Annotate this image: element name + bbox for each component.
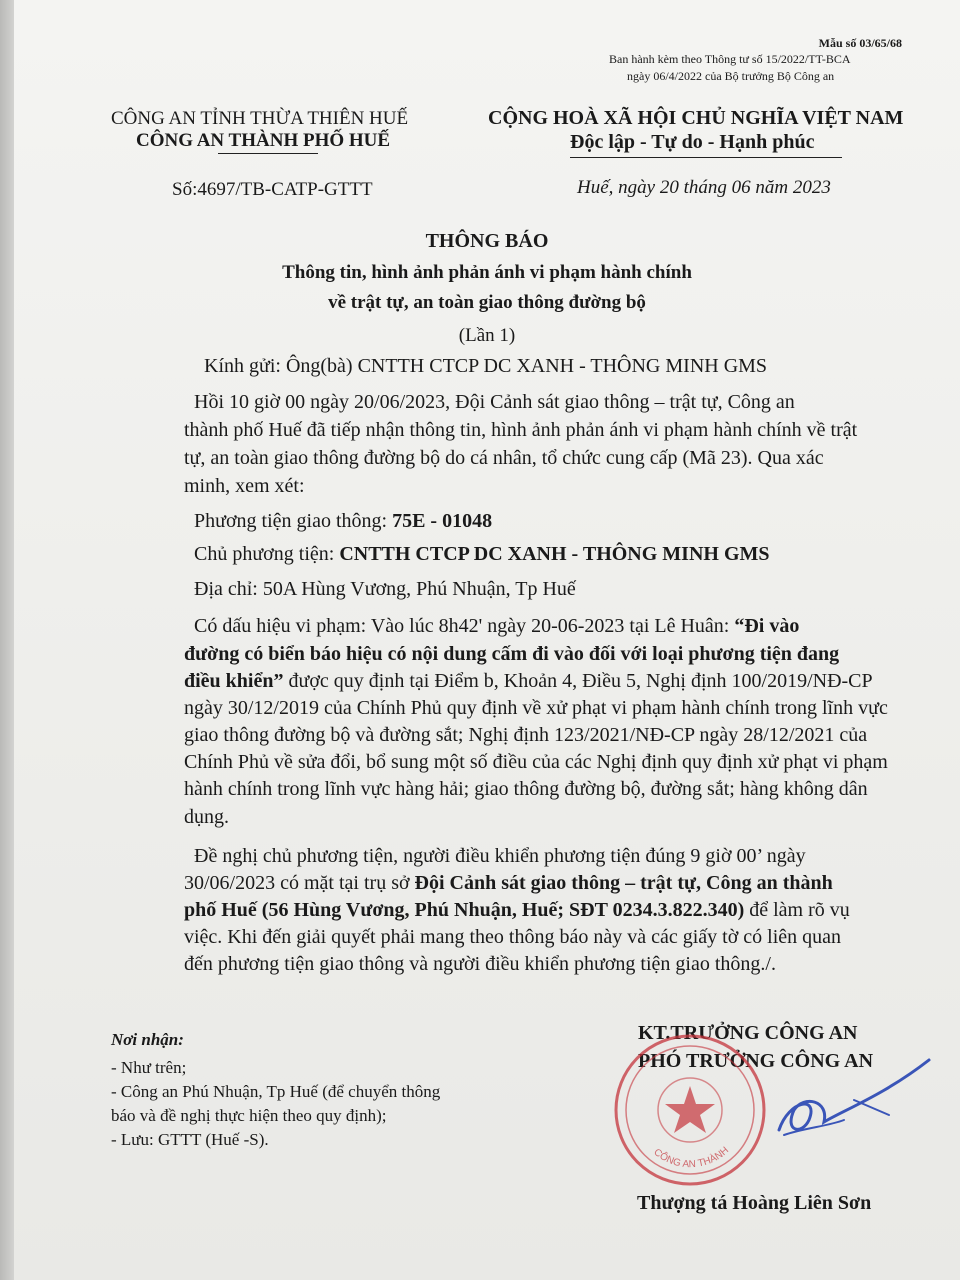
request-prefix: 30/06/2023 có mặt tại trụ sở (184, 872, 415, 894)
violation-line-2 (184, 640, 839, 668)
violation-line-8: dụng. (184, 806, 229, 828)
violation-line-4: ngày 30/12/2019 của Chính Phủ quy định về xử phạt vi phạm hành chính trong lĩnh vực (184, 697, 888, 719)
motto-underline (570, 157, 842, 158)
signature-title-1: KT.TRƯỞNG CÔNG AN (638, 1022, 858, 1044)
intro-line-1: Hồi 10 giờ 00 ngày 20/06/2023, Đội Cảnh sát giao thông – trật tự, Công an (194, 391, 795, 413)
notice-count: (Lần 1) (458, 325, 516, 346)
seal-text: CÔNG AN THÀNH (651, 1145, 731, 1171)
document-title: THÔNG BÁO (425, 230, 549, 252)
violation-line-1 (194, 612, 799, 640)
recipients-title: Nơi nhận: (111, 1030, 184, 1049)
request-line-1: Đề nghị chủ phương tiện, người điều khiển phương tiện đúng 9 giờ 00’ ngày (194, 845, 806, 867)
violation-bold-2: đường có biển báo hiệu có nội dung cấm đi vào đối với loại phương tiện đang (184, 643, 840, 665)
form-issued-line1: Ban hành kèm theo Thông tư số 15/2022/TT-BCA (609, 52, 851, 66)
request-bold-3: phố Huế (56 Hùng Vương, Phú Nhuận, Huế; SĐT 0234.3.822.340) (184, 899, 745, 921)
violation-line-3 (184, 667, 873, 695)
document-page (14, 0, 960, 1280)
owner-label: Chủ phương tiện: (194, 543, 340, 565)
form-issued-line2: ngày 06/4/2022 của Bộ trưởng Bộ Công an (627, 69, 835, 83)
national-motto: Độc lập - Tự do - Hạnh phúc (570, 131, 815, 153)
handwritten-signature (654, 1040, 954, 1170)
document-subtitle-2: về trật tự, an toàn giao thông đường bộ (328, 292, 646, 313)
vehicle-plate: 75E - 01048 (392, 510, 493, 532)
violation-line-5: giao thông đường bộ và đường sắt; Nghị định 123/2021/NĐ-CP ngày 28/12/2021 của (184, 724, 868, 746)
violation-prefix: Có dấu hiệu vi phạm: Vào lúc 8h42' ngày 20-06-2023 tại Lê Huân: (194, 615, 735, 637)
agency-upper: CÔNG AN TỈNH THỪA THIÊN HUẾ (111, 108, 409, 129)
violation-rest-3: được quy định tại Điểm b, Khoản 4, Điều 5, Nghị định 100/2019/NĐ-CP (283, 670, 873, 692)
recipient-line: Kính gửi: Ông(bà) CNTTH CTCP DC XANH - THÔNG MINH GMS (204, 355, 768, 377)
address-label: Địa chỉ: (194, 578, 263, 600)
agency-name: CÔNG AN THÀNH PHỐ HUẾ (136, 130, 391, 151)
national-title: CỘNG HOÀ XÃ HỘI CHỦ NGHĨA VIỆT NAM (488, 107, 904, 129)
intro-line-3: tự, an toàn giao thông đường bộ do cá nhân, tổ chức cung cấp (Mã 23). Qua xác (184, 447, 824, 469)
signer-name: Thượng tá Hoàng Liên Sơn (637, 1192, 872, 1214)
request-line-3 (184, 896, 850, 924)
signature-title-2: PHÓ TRƯỞNG CÔNG AN (638, 1050, 874, 1072)
recipients-item-4: - Lưu: GTTT (Huế -S). (111, 1130, 269, 1149)
violation-line-6: Chính Phủ về sửa đổi, bổ sung một số điều của các Nghị định quy định xử phạt vi phạm (184, 751, 888, 773)
request-line-4: việc. Khi đến giải quyết phải mang theo thông báo này và các giấy tờ có liên quan (184, 926, 842, 948)
recipients-item-3: báo và đề nghị thực hiện theo quy định); (111, 1106, 387, 1125)
vehicle-label: Phương tiện giao thông: (194, 510, 393, 532)
form-number: Mẫu số 03/65/68 (818, 36, 902, 50)
agency-underline (218, 153, 318, 154)
place-date: Huế, ngày 20 tháng 06 năm 2023 (577, 177, 831, 198)
document-number: Số:4697/TB-CATP-GTTT (172, 179, 373, 200)
address-line (194, 575, 576, 603)
owner-line (194, 540, 770, 568)
document-subtitle-1: Thông tin, hình ảnh phản ánh vi phạm hành chính (282, 262, 692, 283)
recipients-item-1: - Như trên; (111, 1058, 187, 1077)
request-line-2 (184, 869, 833, 897)
address-value: 50A Hùng Vương, Phú Nhuận, Tp Huế (262, 578, 576, 600)
intro-line-4: minh, xem xét: (184, 475, 305, 497)
vehicle-line (194, 507, 492, 535)
recipients-item-2: - Công an Phú Nhuận, Tp Huế (để chuyển thông (111, 1082, 441, 1101)
request-bold-2: Đội Cảnh sát giao thông – trật tự, Công an thành (414, 872, 833, 894)
owner-name: CNTTH CTCP DC XANH - THÔNG MINH GMS (339, 543, 770, 565)
intro-line-2: thành phố Huế đã tiếp nhận thông tin, hình ảnh phản ánh vi phạm hành chính về trật (184, 419, 858, 441)
violation-bold-1: “Đi vào (734, 615, 800, 637)
violation-bold-3: điều khiển” (184, 670, 284, 692)
violation-line-7: hành chính trong lĩnh vực hàng hải; giao thông đường bộ, đường sắt; hàng không dân (184, 778, 868, 800)
request-line-5: đến phương tiện giao thông và người điều khiển phương tiện giao thông./. (184, 953, 776, 975)
request-rest-3: để làm rõ vụ (744, 899, 850, 921)
